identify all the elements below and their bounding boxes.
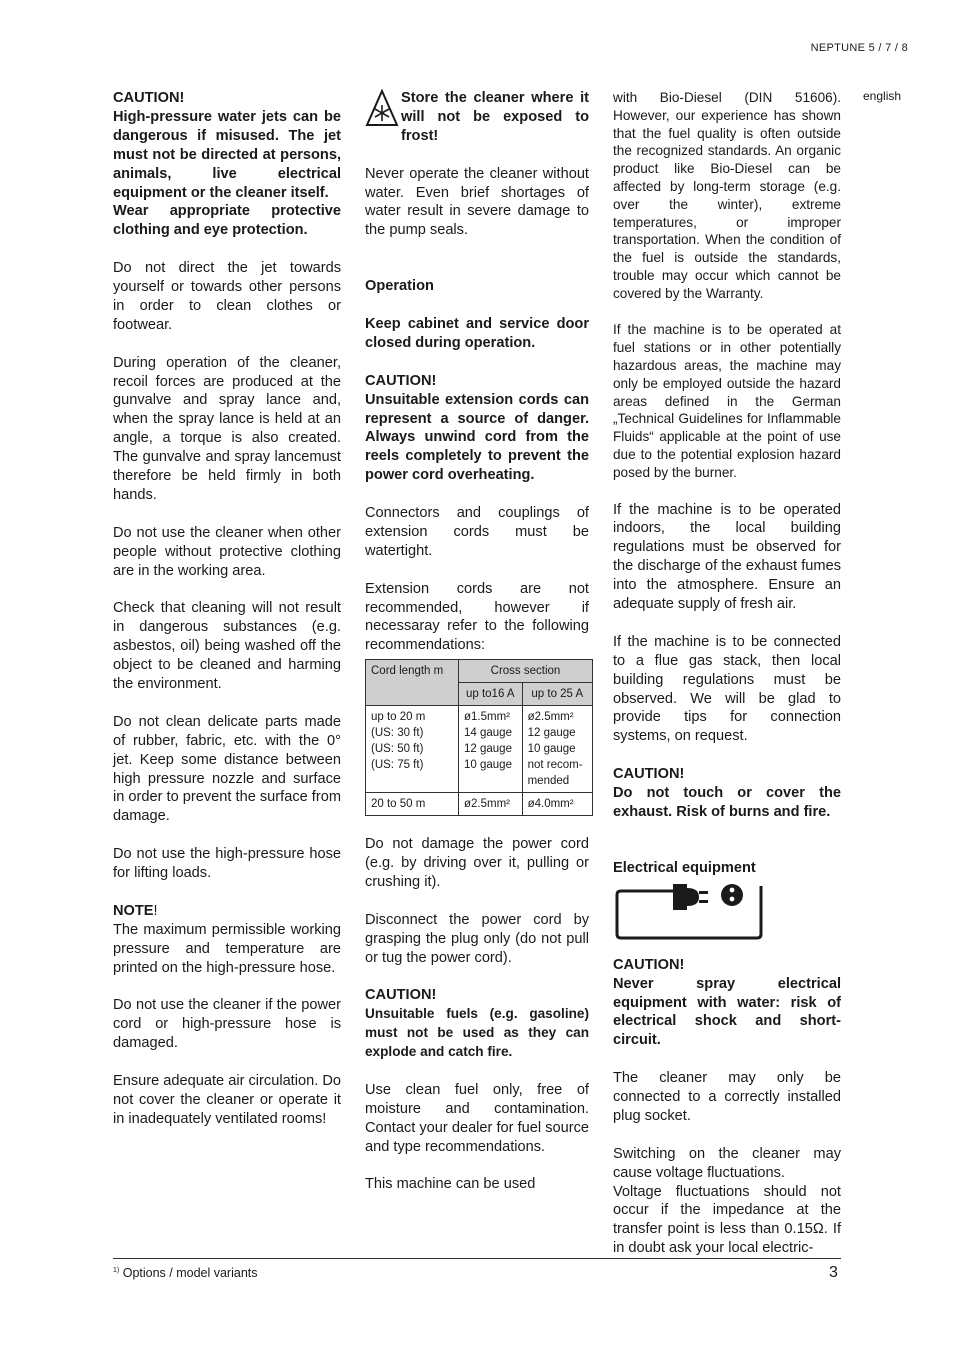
operation-text: Keep cabinet and service door closed during operation. <box>365 316 589 351</box>
table-header-16a: up to16 A <box>459 683 523 706</box>
caution-text: Do not touch or cover the exhaust. Risk of burns and fire. <box>613 785 841 820</box>
note-block <box>113 902 341 978</box>
caution-title: CAUTION! <box>365 372 437 389</box>
note-mark: ! <box>153 902 158 919</box>
caution-text-2: Wear appropriate protective clothing and eye protection. <box>113 203 341 239</box>
paragraph: with Bio-Diesel (DIN 51606). However, our experience has shown that the fuel quality is often outside the recognized standards. An organic product like Bio-Diesel can be affected by long-term storage (e.g. over the winter), extreme temperatures, or improper transportation. When the condition of the fuel is outside the standards, trouble may occur which cannot be covered by the Warranty. <box>613 90 841 301</box>
paragraph: Check that cleaning will not result in dangerous substances (e.g. asbestos, oil) being washed off the object to be cleaned and harming the environment. <box>113 600 341 693</box>
paragraph: If the machine is to be operated indoors, the local building regulations must be observed for the discharge of the exhaust fumes into the atmosphere. Ensure an adequate supply of fresh air. <box>613 501 841 613</box>
paragraph: Do not use the cleaner when other people without protective clothing are in the working area. <box>113 524 341 579</box>
paragraph: Switching on the cleaner may cause voltage fluctuations. <box>613 1145 841 1181</box>
paragraph: Ensure adequate air circulation. Do not cover the cleaner or operate it in inadequately ventilated rooms! <box>113 1072 341 1127</box>
electrical-plug-icon <box>613 882 841 948</box>
paragraph: This machine can be used <box>365 1176 536 1193</box>
table-row <box>366 793 593 816</box>
extension-cord-table <box>365 659 593 816</box>
caution-text: High-pressure water jets can be dangerous if misused. The jet must not be directed at persons, animals, live electrical equipment or the cleaner itself. <box>113 108 341 201</box>
paragraph: Do not use the high-pressure hose for lifting loads. <box>113 846 341 882</box>
paragraph: If the machine is to be connected to a flue gas stack, then local building regulations must be observed. We will be glad to provide tips for connection systems, on request. <box>613 633 841 745</box>
header-model: NEPTUNE 5 / 7 / 8 <box>810 42 908 54</box>
table-header-cord-length: Cord length m <box>366 660 459 706</box>
column-1 <box>113 89 341 1148</box>
table-row <box>366 706 593 793</box>
paragraph: During operation of the cleaner, recoil forces are produced at the gunvalve and spray lance and, when the spray lance is held at an angle, a torque is also created. The gunvalve and spray lancemust therefore be held firmly in both hands. <box>113 354 341 503</box>
section-title-operation: Operation <box>365 278 434 295</box>
frost-text: Store the cleaner where it will not be exposed to frost! <box>401 90 589 144</box>
paragraph: If the machine is to be operated at fuel stations or in other potentially hazardous areas, the machine may only be employed outside the hazard areas defined in the German „Technical Guidelines for Inflammable Fluids“ applicable at the point of use due to the potential explosion hazard posed by the burner. <box>613 322 841 480</box>
language-label: english <box>863 89 902 103</box>
footer-divider <box>113 1258 841 1259</box>
paragraph: Disconnect the power cord by grasping the plug only (do not pull or tug the power cord). <box>365 911 589 966</box>
caution-title: CAUTION! <box>365 987 437 1004</box>
footnote-text: Options / model variants <box>122 1266 258 1280</box>
caution-block-2 <box>365 986 589 1062</box>
caution-text: Unsuitable extension cords can represent a source of danger. Always unwind cord from the reels completely to prevent the power cord overheating. <box>365 391 589 484</box>
frost-warning-icon <box>365 89 399 127</box>
paragraph: Connectors and couplings of extension cords must be watertight. <box>365 505 589 559</box>
table-cell: up to 20 m (US: 30 ft) (US: 50 ft) (US: 75 ft) <box>366 706 459 793</box>
column-2 <box>365 89 589 1213</box>
section-title-electrical: Electrical equipment <box>613 859 756 876</box>
column-3 <box>613 89 841 1277</box>
paragraph: Do not clean delicate parts made of rubber, fabric, etc. with the 0° jet. Keep some distance between high pressure nozzle and surface in order to prevent the surface from damage. <box>113 713 341 825</box>
table-cell: ø2.5mm² <box>459 793 523 816</box>
footnote-mark: 1) <box>113 1266 120 1274</box>
paragraph: Do not use the cleaner if the power cord or high-pressure hose is damaged. <box>113 997 341 1052</box>
caution-block <box>365 372 589 485</box>
caution-title: CAUTION! <box>613 956 685 973</box>
table-cell: ø4.0mm² <box>522 793 592 816</box>
footnote <box>113 1266 258 1280</box>
caution-title: CAUTION! <box>113 90 185 106</box>
paragraph: Voltage fluctuations should not occur if the impedance at the transfer point is less than 0.15Ω. If in doubt ask your local electric- <box>613 1183 841 1257</box>
caution-title: CAUTION! <box>613 766 685 783</box>
caution-block-2 <box>613 956 841 1051</box>
table-cell: ø1.5mm² 14 gauge 12 gauge 10 gauge <box>459 706 523 793</box>
paragraph: Do not direct the jet towards yourself or towards other persons in order to clean clothes or footwear. <box>113 260 341 333</box>
paragraph: The cleaner may only be connected to a correctly installed plug socket. <box>613 1070 841 1124</box>
page-number: 3 <box>829 1264 838 1281</box>
table-header-cross-section: Cross section <box>459 660 593 683</box>
paragraph: Use clean fuel only, free of moisture and contamination. Contact your dealer for fuel source and type recommendations. <box>365 1081 589 1155</box>
note-text: The maximum permissible working pressure and temperature are printed on the high-pressure hose. <box>113 921 341 976</box>
caution-text: Unsuitable fuels (e.g. gasoline) must not be used as they can explode and catch fire. <box>365 1006 589 1060</box>
frost-warning <box>365 89 589 146</box>
table-cell: ø2.5mm² 12 gauge 10 gauge not recom- mended <box>522 706 592 793</box>
caution-text: Never spray electrical equipment with water: risk of electrical shock and short-circuit. <box>613 975 841 1049</box>
paragraph: Never operate the cleaner without water. Even brief shortages of water result in severe damage to the pump seals. <box>365 165 589 239</box>
table-cell: 20 to 50 m <box>366 793 459 816</box>
paragraph: Do not damage the power cord (e.g. by driving over it, pulling or crushing it). <box>365 836 589 890</box>
table-header-25a: up to 25 A <box>522 683 592 706</box>
paragraph: Extension cords are not recommended, however if necessaray refer to the following recommendations: <box>365 580 589 654</box>
note-title: NOTE <box>113 902 154 919</box>
caution-block-1 <box>113 89 341 240</box>
caution-block <box>613 765 841 822</box>
